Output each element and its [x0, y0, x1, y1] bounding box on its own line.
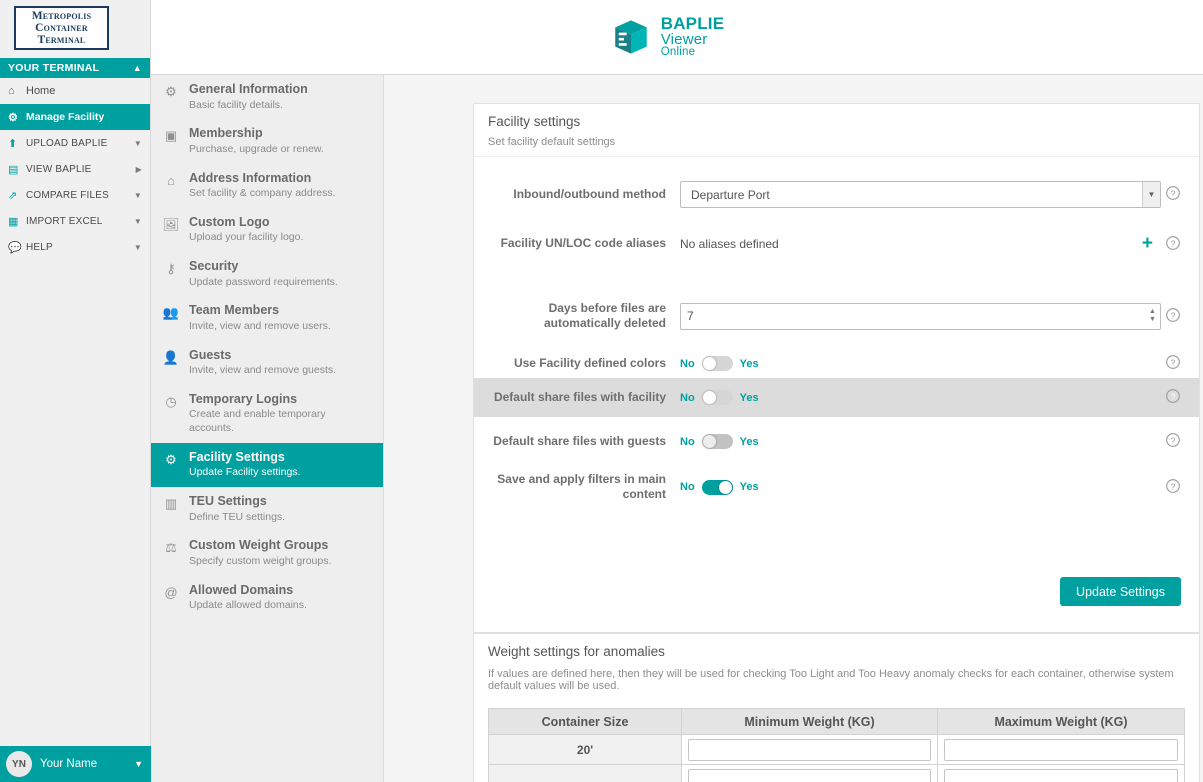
settings-nav-sub: Upload your facility logo.: [189, 231, 304, 244]
sidebar-item-label: Home: [26, 85, 56, 97]
settings-nav-title: General Information: [189, 82, 308, 96]
settings-nav-item-address-information[interactable]: [151, 164, 383, 208]
toggle-on-label: Yes: [739, 435, 759, 448]
days-before-delete-input[interactable]: [680, 303, 1161, 330]
help-icon[interactable]: [1161, 355, 1185, 372]
row-share-with-guests: [474, 427, 1199, 456]
row-label: Facility UN/LOC code aliases: [500, 236, 666, 250]
toggle-off-label: No: [680, 481, 695, 493]
settings-nav-sub: Purchase, upgrade or renew.: [189, 142, 324, 155]
chevron-down-icon: ▼: [1142, 182, 1160, 207]
maximum-weight-input-next[interactable]: [944, 769, 1178, 782]
sidebar-item-help[interactable]: [0, 234, 150, 260]
row-unloc-aliases: [474, 228, 1199, 259]
update-settings-wrap: [1060, 577, 1181, 606]
help-icon[interactable]: [1161, 308, 1185, 325]
table-header-row: [489, 709, 1185, 735]
settings-nav-sub: Update allowed domains.: [189, 599, 307, 612]
settings-nav: [151, 75, 384, 782]
compare-icon: ⇗: [8, 189, 18, 202]
help-icon[interactable]: [1161, 389, 1185, 406]
row-label: Default share files with facility: [493, 390, 666, 404]
settings-nav-sub: Update password requirements.: [189, 275, 338, 288]
svg-text:?: ?: [1170, 238, 1176, 249]
terminal-logo: [14, 6, 109, 50]
settings-nav-item-guests[interactable]: [151, 341, 383, 385]
svg-text:?: ?: [1170, 188, 1176, 199]
settings-nav-sub: Update Facility settings.: [189, 466, 301, 479]
share-with-guests-toggle[interactable]: [702, 434, 733, 449]
toggle-on-label: Yes: [739, 481, 759, 493]
sidebar-item-label: HELP: [26, 241, 53, 253]
settings-nav-item-team-members[interactable]: [151, 296, 383, 340]
settings-nav-sub: Specify custom weight groups.: [189, 554, 332, 567]
row-save-filters: [474, 466, 1199, 508]
row-days-before-delete: [474, 295, 1199, 337]
facility-settings-card: [473, 103, 1200, 633]
chevron-up-icon: ▲: [132, 63, 142, 73]
row-share-with-facility: [474, 378, 1199, 417]
sidebar-item-import-excel[interactable]: [0, 208, 150, 234]
weight-settings-title: Weight settings for anomalies: [488, 644, 665, 659]
settings-nav-item-facility-settings[interactable]: [151, 443, 383, 487]
sidebar-item-manage-facility[interactable]: [0, 104, 150, 130]
logo-line-2: Container: [35, 21, 88, 34]
svg-text:?: ?: [1170, 435, 1176, 446]
settings-nav-item-teu-settings[interactable]: [151, 487, 383, 531]
user-icon: 👤: [162, 349, 180, 365]
settings-nav-item-membership[interactable]: [151, 119, 383, 163]
row-label: Inbound/outbound method: [513, 187, 666, 201]
help-icon[interactable]: [1161, 186, 1185, 203]
settings-nav-title: Security: [189, 259, 239, 274]
clock-icon: ◷: [165, 393, 177, 409]
sliders-icon: ⚙: [165, 451, 177, 467]
chevron-down-icon: ▼: [133, 216, 142, 226]
brand-line-3: Online: [660, 46, 696, 59]
minimum-weight-input-next[interactable]: [688, 769, 931, 782]
logo-line-3: Terminal: [37, 34, 86, 47]
help-icon[interactable]: [1161, 234, 1185, 253]
column-header-maximum-weight: Maximum Weight (KG): [938, 709, 1185, 735]
upload-icon: ⬆: [8, 137, 18, 150]
settings-nav-sub: Basic facility details.: [189, 98, 283, 111]
sidebar: [0, 0, 151, 782]
chevron-down-icon: ▼: [134, 759, 143, 769]
settings-nav-sub: Create and enable temporary accounts.: [189, 408, 326, 435]
chevron-right-icon: ▶: [135, 164, 142, 174]
page-title: Facility settings: [488, 114, 581, 129]
avatar: YN: [6, 751, 32, 777]
save-filters-toggle[interactable]: [702, 480, 733, 495]
column-header-minimum-weight: Minimum Weight (KG): [682, 709, 938, 735]
sidebar-item-upload-baplie[interactable]: [0, 130, 150, 156]
column-header-container-size: Container Size: [489, 709, 682, 735]
user-menu[interactable]: [0, 746, 151, 782]
chat-icon: 💬: [8, 241, 22, 254]
settings-nav-item-custom-weight-groups[interactable]: [151, 531, 383, 575]
weight-settings-header: [474, 634, 1199, 700]
gear-icon: ⚙: [165, 84, 177, 99]
key-icon: ⚷: [166, 261, 176, 277]
settings-nav-sub: Invite, view and remove users.: [189, 319, 331, 332]
toggle-off-label: No: [680, 391, 695, 404]
weight-settings-subtitle: If values are defined here, then they will be used for checking Too Light and Too Heavy anomaly checks for each container, otherwise system default values will be used.: [488, 668, 1174, 692]
settings-nav-title: Facility Settings: [189, 449, 285, 464]
baplie-box-icon: [610, 16, 652, 58]
row-label: Default share files with guests: [493, 434, 666, 448]
page-subtitle: Set facility default settings: [488, 136, 616, 148]
svg-text:?: ?: [1170, 480, 1176, 491]
sidebar-item-compare-files[interactable]: [0, 182, 150, 208]
main-content: [384, 75, 1203, 782]
settings-nav-title: Address Information: [189, 170, 312, 185]
card-icon: ▣: [164, 128, 178, 144]
settings-nav-item-security[interactable]: [151, 252, 383, 296]
sidebar-item-label: COMPARE FILES: [26, 189, 109, 201]
weight-table-wrap: [474, 700, 1199, 782]
sidebar-section-your-terminal[interactable]: [0, 58, 150, 78]
toggle-on-label: Yes: [739, 357, 759, 370]
sidebar-item-label: UPLOAD BAPLIE: [26, 137, 108, 149]
chevron-down-icon: ▼: [133, 242, 142, 252]
share-with-facility-toggle[interactable]: [702, 390, 733, 405]
svg-text:?: ?: [1170, 357, 1176, 368]
settings-nav-title: Membership: [189, 126, 263, 141]
home-icon: ⌂: [8, 85, 15, 97]
add-alias-icon[interactable]: +: [1141, 233, 1153, 254]
help-icon[interactable]: [1161, 479, 1185, 496]
settings-nav-title: Guests: [189, 347, 232, 362]
excel-icon: ▦: [8, 215, 19, 228]
settings-nav-title: Team Members: [189, 303, 280, 318]
settings-nav-sub: Invite, view and remove guests.: [189, 364, 337, 377]
weight-settings-table: [488, 708, 1185, 782]
sidebar-item-label: IMPORT EXCEL: [26, 215, 103, 227]
settings-nav-title: Custom Weight Groups: [189, 538, 329, 553]
cell-container-size: 20': [489, 735, 682, 765]
row-label: Days before files are automatically deleted: [543, 301, 666, 330]
cell-container-size: [489, 765, 682, 782]
facility-colors-toggle[interactable]: [702, 356, 733, 371]
settings-nav-title: Custom Logo: [189, 214, 270, 229]
row-facility-colors: [474, 349, 1199, 378]
row-inbound-outbound-method: [474, 175, 1199, 214]
weight-settings-card: [473, 633, 1200, 782]
at-icon: @: [164, 584, 178, 600]
sidebar-item-label: VIEW BAPLIE: [26, 163, 92, 175]
toggle-off-label: No: [680, 357, 695, 370]
settings-nav-item-allowed-domains[interactable]: [151, 576, 383, 620]
aliases-value: No aliases defined: [680, 236, 779, 251]
sidebar-item-view-baplie[interactable]: [0, 156, 150, 182]
logo-line-1: Metropolis: [31, 9, 92, 22]
top-bar: [151, 0, 1203, 75]
cell-maximum-weight: [938, 765, 1185, 782]
cell-maximum-weight: [938, 735, 1185, 765]
brand-line-2: Viewer: [660, 31, 708, 49]
chevron-down-icon: ▼: [133, 190, 142, 200]
sidebar-section-label: YOUR TERMINAL: [8, 62, 100, 74]
building-icon: ⌂: [167, 172, 175, 188]
row-label: Save and apply filters in main content: [497, 472, 666, 501]
document-icon: ▤: [8, 163, 19, 176]
minimum-weight-input-20[interactable]: [688, 739, 931, 761]
number-stepper[interactable]: ▲ ▼: [1149, 308, 1156, 323]
row-label: Use Facility defined colors: [513, 356, 666, 370]
cell-minimum-weight: [682, 735, 938, 765]
sidebar-item-label: Manage Facility: [26, 111, 105, 123]
settings-nav-title: Temporary Logins: [189, 391, 298, 406]
settings-nav-sub: Set facility & company address.: [189, 187, 336, 200]
settings-nav-item-temporary-logins[interactable]: [151, 385, 383, 443]
user-name: Your Name: [40, 758, 98, 770]
gears-icon: ⚙: [8, 111, 18, 124]
settings-nav-title: Allowed Domains: [189, 582, 294, 597]
chevron-down-icon: ▼: [133, 138, 142, 148]
cell-minimum-weight: [682, 765, 938, 782]
image-icon: 🖼: [162, 216, 180, 232]
update-settings-button[interactable]: Update Settings: [1060, 577, 1181, 606]
maximum-weight-input-20[interactable]: [944, 739, 1178, 761]
users-icon: 👥: [162, 305, 180, 321]
settings-nav-title: TEU Settings: [189, 494, 267, 509]
settings-nav-sub: Define TEU settings.: [189, 510, 286, 523]
svg-text:?: ?: [1170, 309, 1176, 320]
table-row: [489, 735, 1185, 765]
toggle-off-label: No: [680, 435, 695, 448]
settings-nav-item-custom-logo[interactable]: [151, 208, 383, 252]
container-icon: ▥: [164, 496, 178, 512]
settings-nav-item-general-information[interactable]: [151, 75, 383, 119]
sidebar-item-home[interactable]: [0, 78, 150, 104]
toggle-on-label: Yes: [739, 391, 759, 404]
brand-logo: [610, 15, 725, 59]
inbound-outbound-select[interactable]: [680, 181, 1161, 208]
facility-settings-header: [474, 104, 1199, 157]
scale-icon: ⚖: [165, 540, 177, 556]
help-icon[interactable]: [1161, 433, 1185, 450]
table-row: [489, 765, 1185, 782]
brand-line-1: BAPLIE: [660, 14, 725, 34]
svg-text:?: ?: [1170, 391, 1176, 402]
